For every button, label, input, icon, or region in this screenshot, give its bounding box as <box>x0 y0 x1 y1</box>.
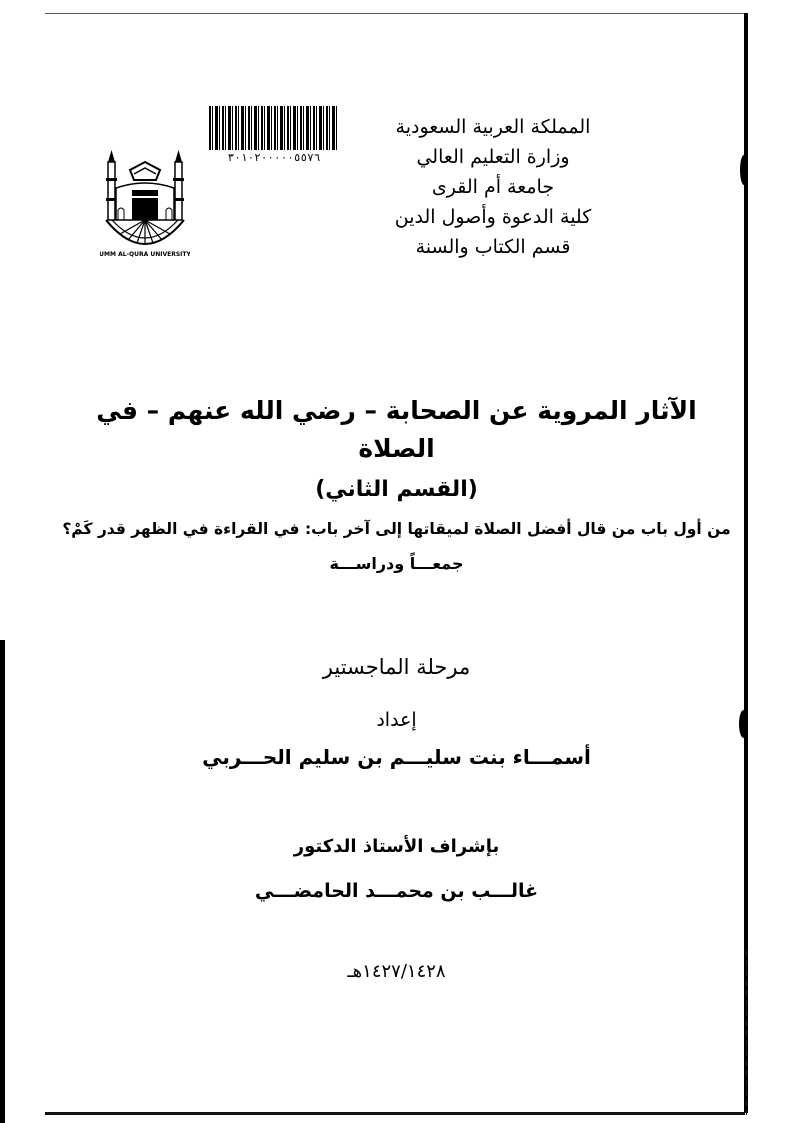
author-name: أسمـــاء بنت سليـــم بن سليم الحـــربي <box>202 745 591 769</box>
scan-blob <box>740 155 748 185</box>
institution-header <box>363 112 623 262</box>
svg-text:UMM AL-QURA UNIVERSITY: UMM AL-QURA UNIVERSITY <box>100 251 190 258</box>
thesis-part: (القسم الثاني) <box>315 477 478 502</box>
supervisor-name: غالـــب بن محمـــد الحامضـــي <box>254 880 539 902</box>
academic-year: ١٤٢٧/١٤٢٨هـ <box>347 961 446 982</box>
barcode <box>205 106 343 164</box>
barcode-number: ٣٠١٠٢٠٠٠٠٠٥٥٧٦ <box>227 151 321 164</box>
header-ministry: وزارة التعليم العالي <box>416 146 570 168</box>
university-emblem-icon <box>100 148 190 263</box>
thesis-method: جمعـــاً ودراســـة <box>329 554 464 573</box>
degree-level: مرحلة الماجستير <box>322 655 471 679</box>
prepared-by-label: إعداد <box>376 709 417 731</box>
header-kingdom: المملكة العربية السعودية <box>395 116 591 138</box>
thesis-scope: من أول باب من قال أفضل الصلاة لميقاتها إلى آخر باب: في القراءة في الظهر قدر كَمْ؟ <box>62 520 731 538</box>
scan-edge-bottom <box>45 1112 745 1115</box>
barcode-icon <box>209 106 337 150</box>
supervision-label: بإشراف الأستاذ الدكتور <box>293 836 500 857</box>
header-department: قسم الكتاب والسنة <box>415 236 571 258</box>
header-university: جامعة أم القرى <box>431 176 555 198</box>
header-college: كلية الدعوة وأصول الدين <box>394 206 592 228</box>
thesis-title-block <box>60 392 733 578</box>
scan-edge-top <box>45 13 745 14</box>
thesis-title: الآثار المروية عن الصحابة – رضي الله عنهم – في الصلاة <box>96 396 697 463</box>
